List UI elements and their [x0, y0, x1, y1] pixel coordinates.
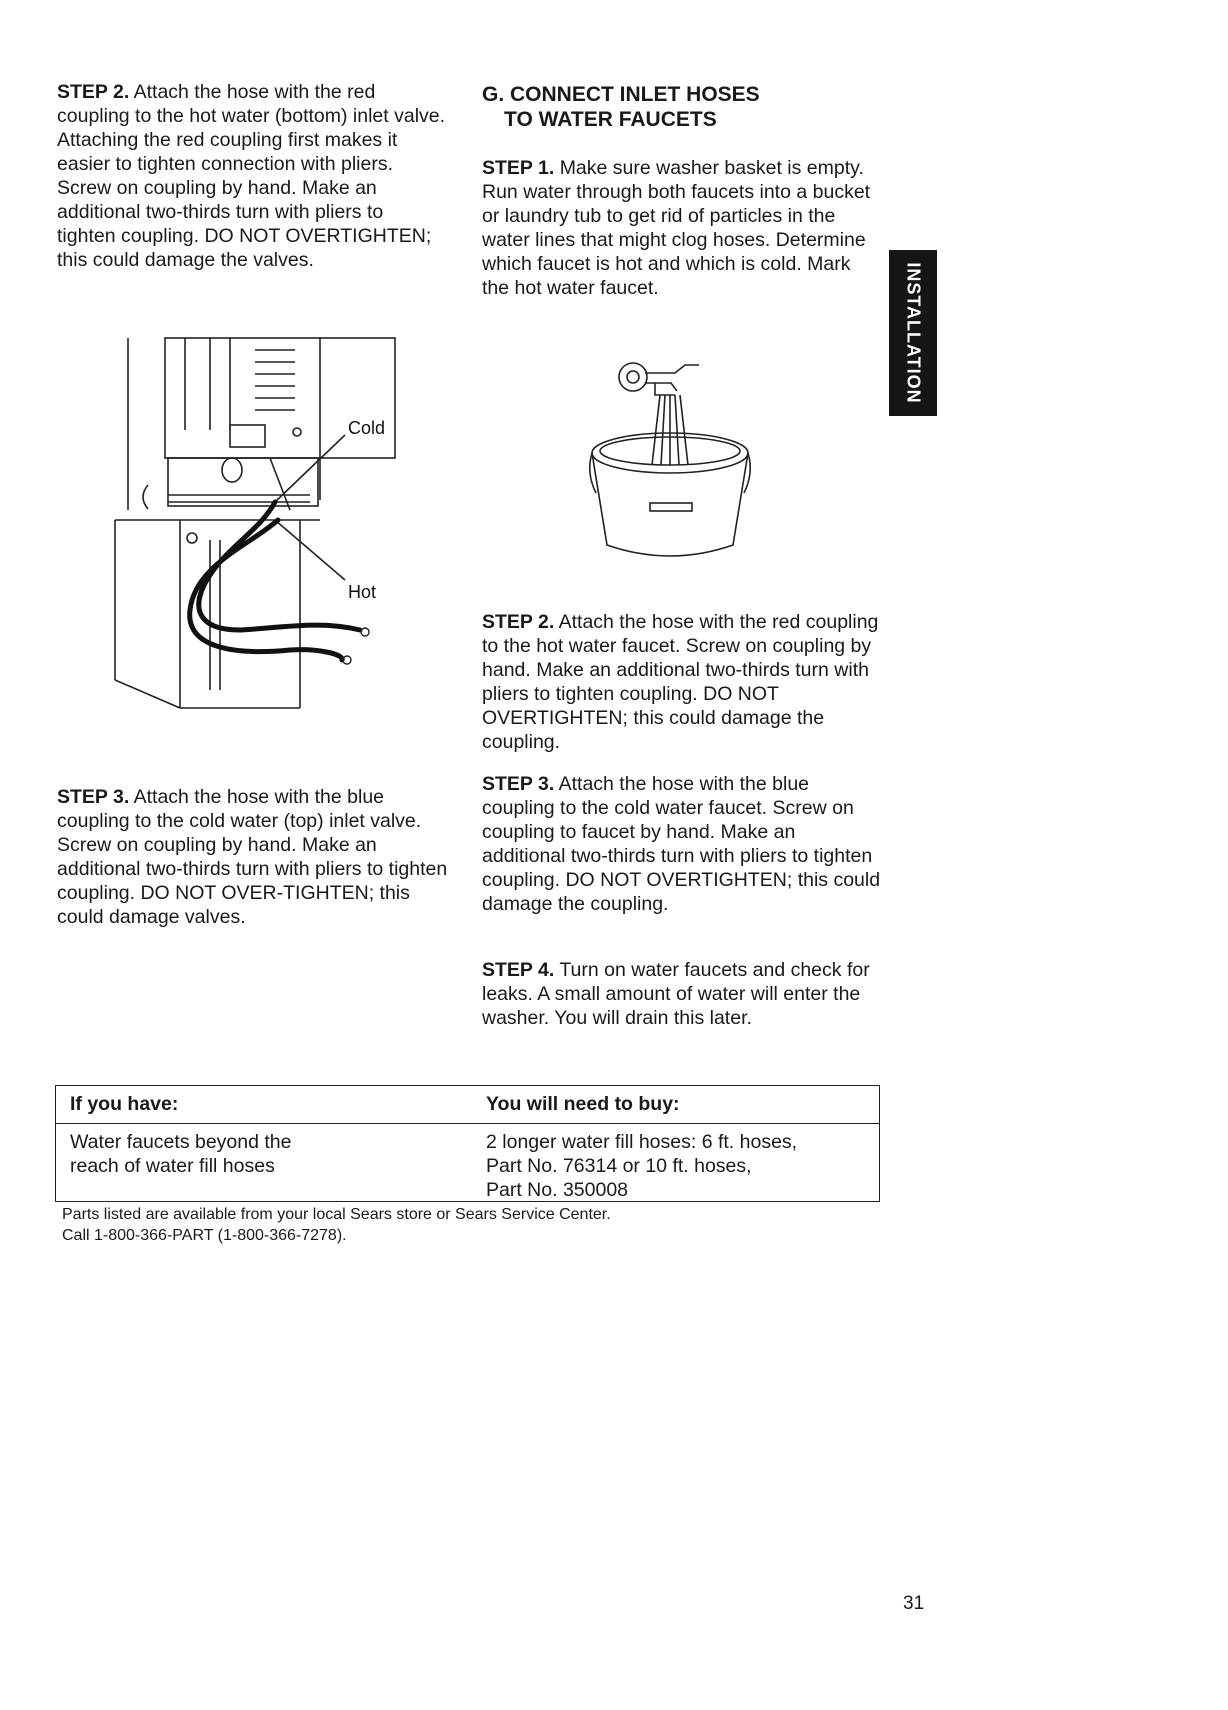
cold-label: Cold [348, 418, 386, 438]
table-cell-buy-line: Part No. 76314 or 10 ft. hoses, [486, 1155, 752, 1177]
footnote-line: Call 1-800-366-PART (1-800-366-7278). [62, 1227, 347, 1244]
step-text: Make sure washer basket is empty. Run water through both faucets into a bucket or laundry tub to get rid of particles in the water lines that might clog hoses. Determine which faucet is hot and which is cold. Mark the hot water faucet. [482, 157, 871, 299]
right-step2 [482, 610, 892, 754]
right-step1 [482, 156, 882, 300]
step-text: Attach the hose with the blue coupling to the cold water faucet. Screw on coupling to faucet by hand. Make an additional two-thirds turn with pliers to tighten coupling. DO NOT OVERTIGHTEN; this could damage the coupling. [482, 773, 881, 915]
footnote-line: Parts listed are available from your local Sears store or Sears Service Center. [62, 1206, 611, 1223]
table-header-buy: You will need to buy: [486, 1093, 680, 1115]
step-text: Attach the hose with the blue coupling to the cold water (top) inlet valve. Screw on coupling by hand. Make an additional two-thirds turn with pliers to tighten coupling. DO NOT OVER-TIGHTEN; this could damage valves. [57, 786, 448, 928]
table-cell-buy-line: Part No. 350008 [486, 1179, 629, 1201]
step-label: STEP 2. [57, 81, 130, 103]
step-label: STEP 3. [57, 786, 130, 808]
faucet-bucket-illustration [585, 355, 755, 570]
step-text: Turn on water faucets and check for leaks. A small amount of water will enter the washer. You will drain this later. [482, 959, 870, 1029]
step-label: STEP 1. [482, 157, 555, 179]
left-step3 [57, 785, 452, 929]
section-heading-line1: G. CONNECT INLET HOSES [482, 83, 760, 106]
step-label: STEP 3. [482, 773, 555, 795]
step-text: Attach the hose with the red coupling to the hot water faucet. Screw on coupling by hand. Make an additional two-thirds turn with pliers to tighten coupling. DO NOT OVERTIGHTEN; this could damage the coupling. [482, 611, 879, 753]
section-heading-line2: TO WATER FAUCETS [504, 108, 717, 131]
left-step2 [57, 80, 447, 272]
table-cell-have: Water faucets beyond the reach of water fill hoses [70, 1131, 292, 1177]
right-step3 [482, 772, 882, 916]
table-header-have: If you have: [70, 1093, 179, 1115]
table-cell-buy [486, 1130, 866, 1202]
table-cell-buy-line: 2 longer water fill hoses: 6 ft. hoses, [486, 1131, 798, 1153]
installation-tab [889, 250, 937, 416]
step-text: Attach the hose with the red coupling to the hot water (bottom) inlet valve. Attaching the red coupling first makes it easier to tighten connection with pliers. Screw on coupling by hand. Make an additional two-thirds turn with pliers to tighten coupling. DO NOT OVERTIGHTEN; this could damage the valves. [57, 81, 446, 271]
table-divider [56, 1123, 879, 1124]
parts-table [55, 1085, 880, 1202]
step-label: STEP 2. [482, 611, 555, 633]
installation-tab-label: INSTALLATION [903, 262, 924, 404]
step-label: STEP 4. [482, 959, 555, 981]
washer-hose-illustration [110, 330, 420, 740]
right-heading [482, 82, 902, 132]
parts-footnote [62, 1204, 611, 1246]
page-number: 31 [903, 1593, 925, 1614]
hot-label: Hot [348, 582, 377, 602]
right-step4 [482, 958, 872, 1030]
